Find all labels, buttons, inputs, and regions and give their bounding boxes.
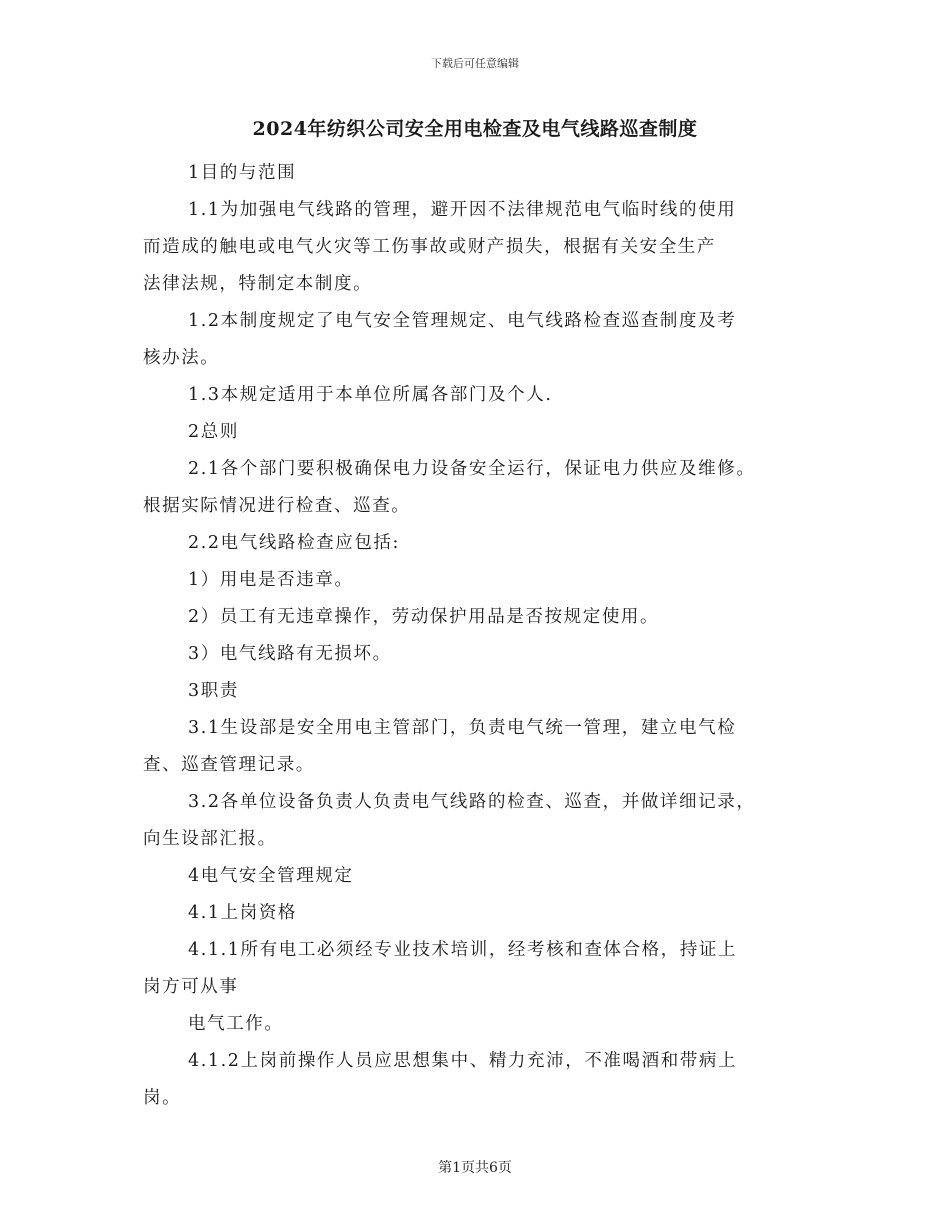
paragraph-line: 1.2本制度规定了电气安全管理规定、电气线路检查巡查制度及考 <box>188 311 737 331</box>
section-heading: 3职责 <box>188 681 239 701</box>
page-number-footer: 第1页共6页 <box>438 1160 512 1176</box>
paragraph-line: 1.3本规定适用于本单位所属各部门及个人. <box>188 385 553 405</box>
paragraph-line: 查、巡查管理记录。 <box>143 755 315 775</box>
paragraph-line: 岗方可从事 <box>143 977 239 997</box>
paragraph-line: 法律法规，特制定本制度。 <box>143 274 373 294</box>
paragraph-line: 根据实际情况进行检查、巡查。 <box>143 496 411 516</box>
paragraph-line: 2.1各个部门要积极确保电力设备安全运行，保证电力供应及维修。 <box>188 459 756 479</box>
paragraph-line: 电气工作。 <box>188 1014 284 1034</box>
list-item: 3）电气线路有无损坏。 <box>188 644 392 664</box>
document-title: 2024年纺织公司安全用电检查及电气线路巡查制度 <box>252 118 698 140</box>
paragraph-line: 3.1生设部是安全用电主管部门，负责电气统一管理，建立电气检 <box>188 718 737 738</box>
paragraph-line: 向生设部汇报。 <box>143 829 277 849</box>
section-heading: 2总则 <box>188 422 239 442</box>
document-body <box>143 155 828 1117</box>
paragraph-line: 而造成的触电或电气火灾等工伤事故或财产损失，根据有关安全生产 <box>143 237 716 257</box>
paragraph-line: 4.1.2上岗前操作人员应思想集中、精力充沛，不准喝酒和带病上 <box>188 1051 738 1071</box>
header-note: 下载后可任意编辑 <box>431 57 519 70</box>
list-item: 2）员工有无违章操作，劳动保护用品是否按规定使用。 <box>188 607 660 627</box>
paragraph-line: 3.2各单位设备负责人负责电气线路的检查、巡查，并做详细记录， <box>188 792 756 812</box>
subsection-heading: 4.1上岗资格 <box>188 903 298 923</box>
paragraph-line: 1.1为加强电气线路的管理，避开因不法律规范电气临时线的使用 <box>188 200 737 220</box>
paragraph-line: 核办法。 <box>143 348 220 368</box>
list-item: 1）用电是否违章。 <box>188 570 354 590</box>
section-heading: 1目的与范围 <box>188 163 297 183</box>
paragraph-line: 4.1.1所有电工必须经专业技术培训，经考核和查体合格，持证上 <box>188 940 738 960</box>
section-heading: 4电气安全管理规定 <box>188 866 354 886</box>
paragraph-line: 2.2电气线路检查应包括: <box>188 533 401 553</box>
paragraph-line: 岗。 <box>143 1088 182 1108</box>
